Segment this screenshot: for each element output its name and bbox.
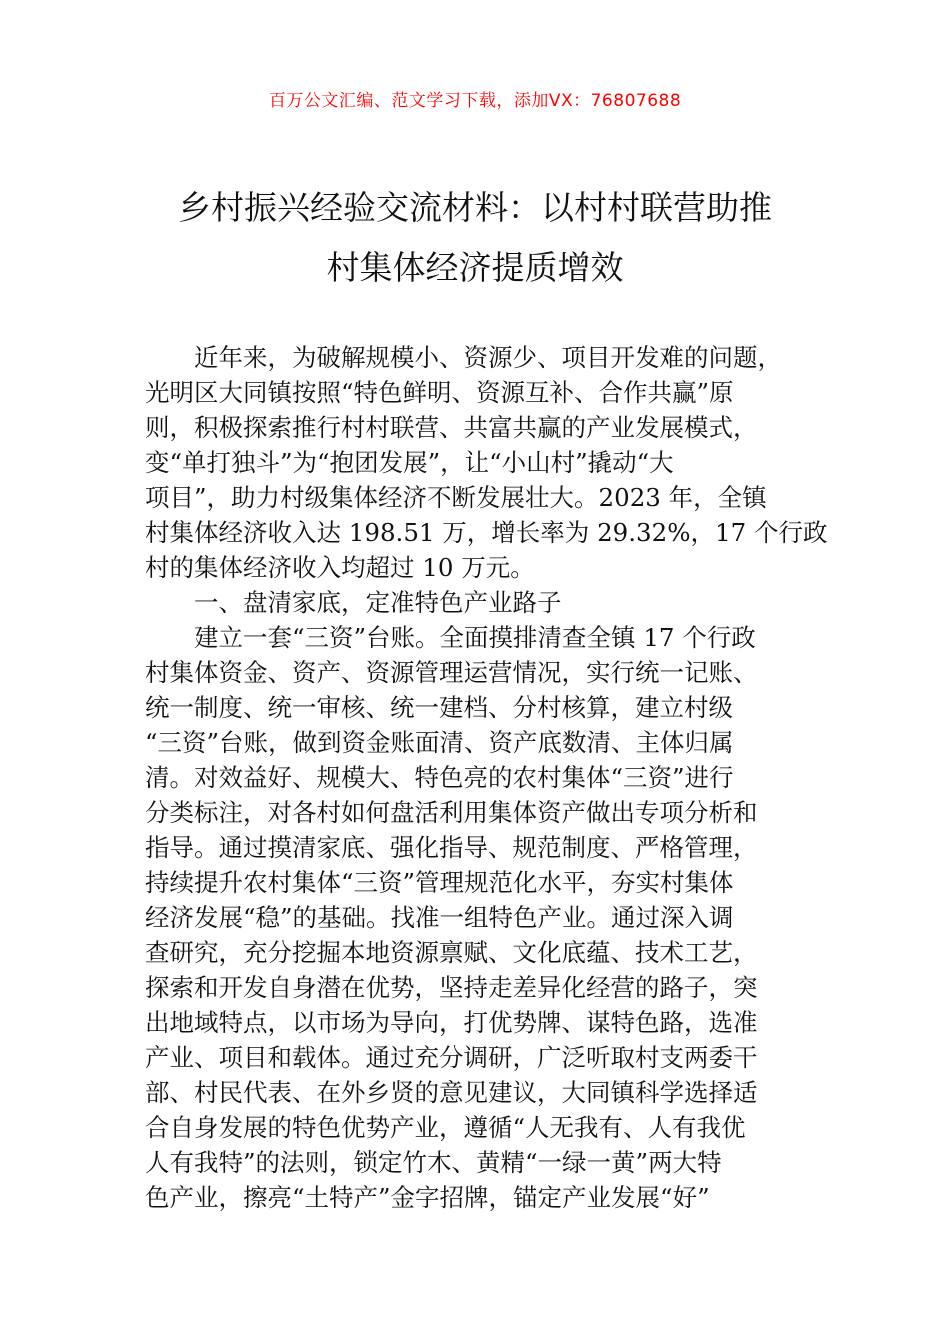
paragraph-2-line: 部、村民代表、在外乡贤的意见建议，大同镇科学选择适 <box>145 1078 758 1107</box>
body-text <box>145 340 828 1215</box>
paragraph-1-line: 变“单打独斗”为“抱团发展”，让“小山村”撬动“大 <box>145 448 674 477</box>
paragraph-2-line: “三资”台账，做到资金账面清、资产底数清、主体归属 <box>145 728 734 757</box>
paragraph-2-line: 色产业，擦亮“土特产”金字招牌，锚定产业发展“好” <box>145 1183 710 1212</box>
paragraph-2-line: 村集体资金、资产、资源管理运营情况，实行统一记账、 <box>145 658 758 687</box>
paragraph-1-line: 村集体经济收入达 198.51 万，增长率为 29.32%，17 个行政 <box>145 518 828 547</box>
title-line-1: 乡村振兴经验交流材料：以村村联营助推 <box>178 188 772 227</box>
paragraph-2-line: 指导。通过摸清家底、强化指导、规范制度、严格管理， <box>145 833 758 862</box>
paragraph-2-line: 统一制度、统一审核、统一建档、分村核算，建立村级 <box>145 693 733 722</box>
paragraph-2-line: 建立一套“三资”台账。全面摸排清查全镇 17 个行政 <box>194 623 756 652</box>
paragraph-2-line: 查研究，充分挖掘本地资源禀赋、文化底蕴、技术工艺， <box>145 938 758 967</box>
paragraph-1-line: 光明区大同镇按照“特色鲜明、资源互补、合作共赢”原 <box>145 378 734 407</box>
paragraph-2-line: 产业、项目和载体。通过充分调研，广泛听取村支两委干 <box>145 1043 758 1072</box>
paragraph-1-line: 则，积极探索推行村村联营、共富共赢的产业发展模式， <box>145 413 758 442</box>
paragraph-1-line: 村的集体经济收入均超过 10 万元。 <box>145 553 535 582</box>
paragraph-1-line: 近年来，为破解规模小、资源少、项目开发难的问题， <box>194 343 782 372</box>
paragraph-2-line: 经济发展“稳”的基础。找准一组特色产业。通过深入调 <box>145 903 734 932</box>
header-note: 百万公文汇编、范文学习下载，添加VX：76807688 <box>268 91 682 111</box>
paragraph-2-line: 人有我特”的法则，锁定竹木、黄精“一绿一黄”两大特 <box>145 1148 722 1177</box>
section-heading: 一、盘清家底，定准特色产业路子 <box>194 588 562 617</box>
paragraph-1-line: 项目”，助力村级集体经济不断发展壮大。2023 年，全镇 <box>145 483 767 512</box>
paragraph-2-line: 清。对效益好、规模大、特色亮的农村集体“三资”进行 <box>145 763 734 792</box>
paragraph-2-line: 探索和开发自身潜在优势，坚持走差异化经营的路子，突 <box>145 973 758 1002</box>
title-line-2: 村集体经济提质增效 <box>326 248 624 287</box>
paragraph-2-line: 合自身发展的特色优势产业，遵循“人无我有、人有我优 <box>145 1113 746 1142</box>
paragraph-2-line: 持续提升农村集体“三资”管理规范化水平，夯实村集体 <box>145 868 734 897</box>
paragraph-2-line: 分类标注，对各村如何盘活利用集体资产做出专项分析和 <box>145 798 758 827</box>
page-title <box>140 178 810 298</box>
paragraph-2-line: 出地域特点，以市场为导向，打优势牌、谋特色路，选准 <box>145 1008 758 1037</box>
